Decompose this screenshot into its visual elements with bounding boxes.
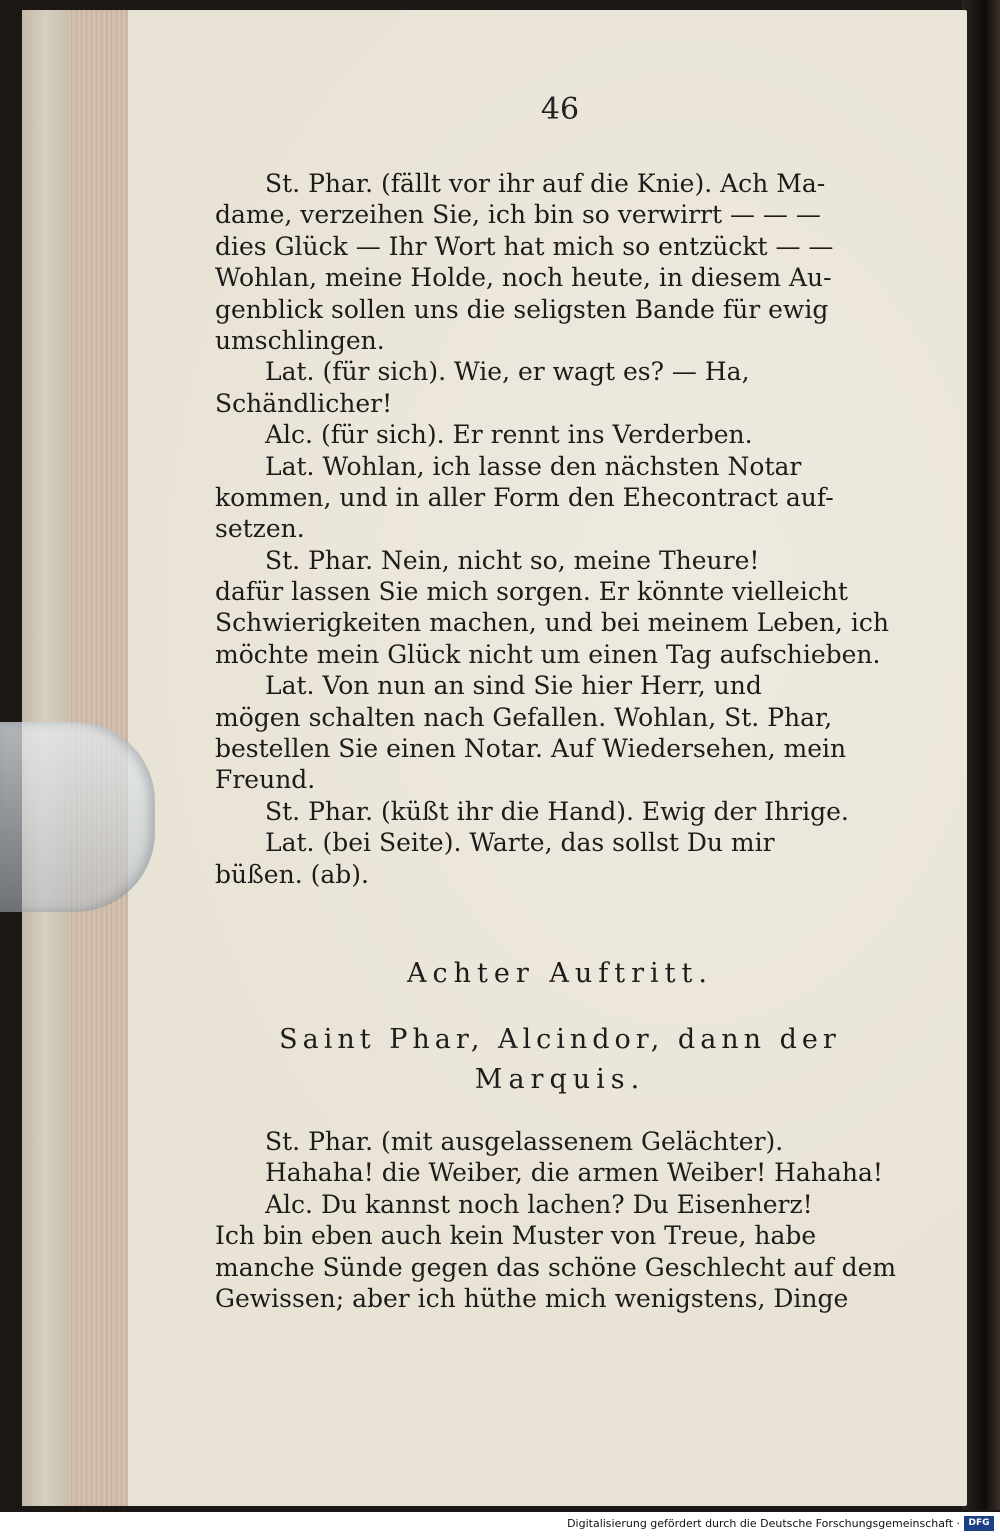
text-line: Freund. (215, 765, 316, 795)
text-line: kommen, und in aller Form den Ehecontract auf- (215, 482, 834, 512)
text-line: Alc. (für sich). Er rennt ins Verderben. (265, 420, 753, 450)
text-line: manche Sünde gegen das schöne Geschlecht auf dem (215, 1252, 897, 1282)
text-line: Alc. Du kannst noch lachen? Du Eisenherz! (265, 1189, 813, 1219)
text-line: dame, verzeihen Sie, ich bin so verwirrt — — — (215, 200, 821, 230)
footer-bar (0, 1512, 1000, 1536)
body-text-block-2 (215, 1126, 905, 1314)
text-line: genblick sollen uns die seligsten Bande für ewig (215, 294, 829, 324)
adjacent-page-edge (962, 0, 1000, 1510)
characters-line: Saint Phar, Alcindor, dann der (279, 1024, 841, 1055)
text-line: Ich bin eben auch kein Muster von Treue, habe (215, 1221, 817, 1251)
text-line: dies Glück — Ihr Wort hat mich so entzückt — — (215, 231, 834, 261)
text-line: Lat. (für sich). Wie, er wagt es? — Ha, (265, 357, 750, 387)
text-line: Lat. Wohlan, ich lasse den nächsten Notar (265, 451, 802, 481)
text-line: Gewissen; aber ich hüthe mich wenigstens, Dinge (215, 1283, 849, 1313)
text-line: Lat. Von nun an sind Sie hier Herr, und (265, 671, 762, 701)
text-line: Schändlicher! (215, 388, 393, 418)
page-number: 46 (540, 92, 580, 127)
funding-credit: Digitalisierung gefördert durch die Deutsche Forschungsgemeinschaft · (567, 1517, 960, 1530)
text-line: möchte mein Glück nicht um einen Tag aufschieben. (215, 639, 881, 669)
text-line: Schwierigkeiten machen, und bei meinem Leben, ich (215, 608, 889, 638)
text-line: St. Phar. (küßt ihr die Hand). Ewig der Ihrige. (265, 796, 849, 826)
characters-line-continued: Marquis. (474, 1064, 646, 1095)
text-line: Hahaha! die Weiber, die armen Weiber! Hahaha! (265, 1158, 883, 1188)
text-line: St. Phar. Nein, nicht so, meine Theure! (265, 545, 760, 575)
text-line: mögen schalten nach Gefallen. Wohlan, St. Phar, (215, 702, 833, 732)
scene-heading: Achter Auftritt. (407, 958, 713, 989)
text-line: setzen. (215, 514, 305, 544)
text-line: Lat. (bei Seite). Warte, das sollst Du mir (265, 828, 775, 858)
page-clip (0, 722, 155, 912)
text-line: umschlingen. (215, 325, 385, 355)
text-line: St. Phar. (mit ausgelassenem Gelächter). (265, 1127, 784, 1156)
text-line: dafür lassen Sie mich sorgen. Er könnte vielleicht (215, 577, 848, 607)
text-line: St. Phar. (fällt vor ihr auf die Knie). Ach Ma- (265, 169, 826, 198)
dfg-logo: DFG (964, 1516, 994, 1531)
text-line: bestellen Sie einen Notar. Auf Wiedersehen, mein (215, 734, 847, 764)
body-text-block (215, 168, 905, 890)
text-line: Wohlan, meine Holde, noch heute, in diesem Au- (215, 263, 832, 293)
text-line: büßen. (ab). (215, 859, 369, 889)
